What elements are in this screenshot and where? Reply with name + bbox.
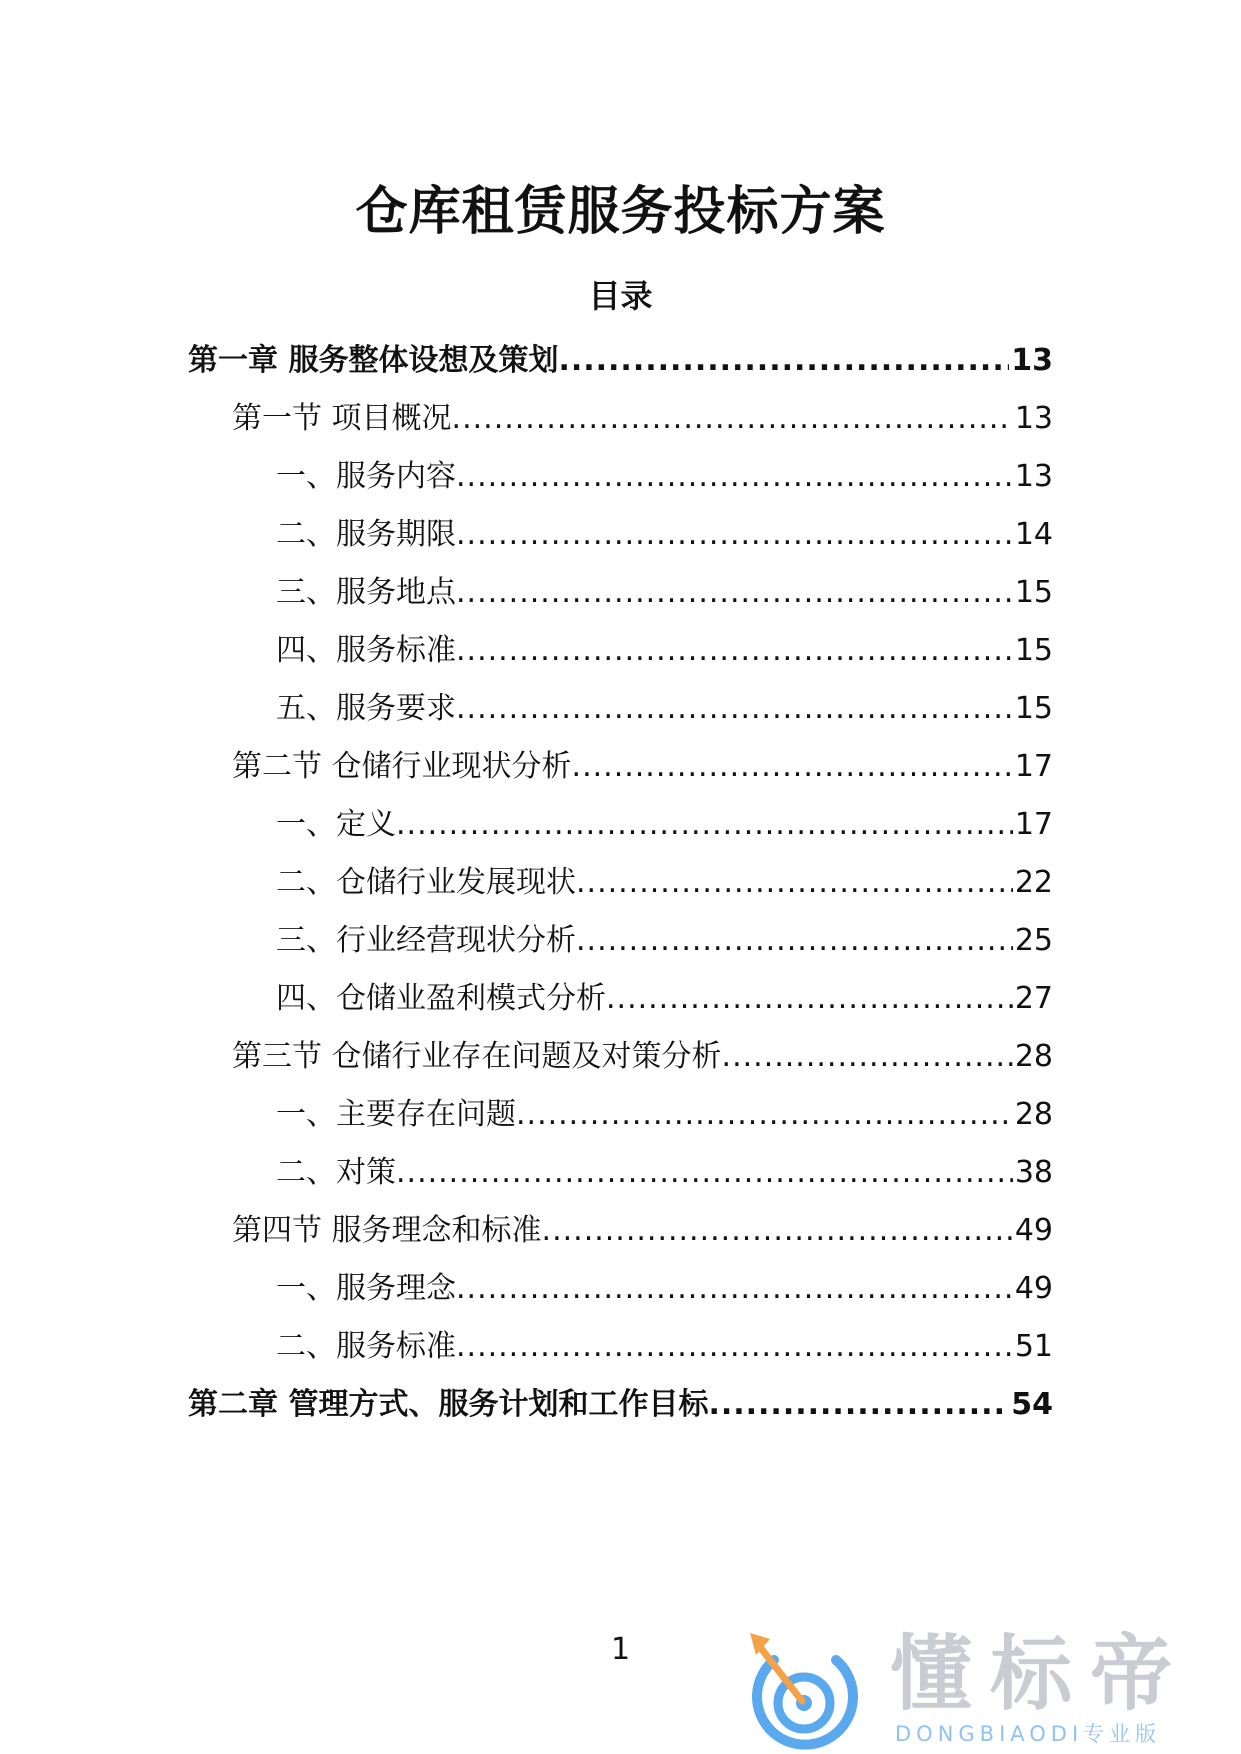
toc-dot-leader <box>576 916 1013 966</box>
toc-entry-text: 五、服务要求 <box>276 691 456 726</box>
toc-page-number: 28 <box>1014 1039 1053 1074</box>
toc-entry-item[interactable] <box>276 1264 1053 1314</box>
toc-dot-leader <box>516 1090 1013 1140</box>
toc-dot-leader <box>576 858 1013 908</box>
toc-entry-chapter-2[interactable] <box>188 1380 1053 1430</box>
toc-entry-chapter-1[interactable] <box>188 336 1053 386</box>
toc-dot-leader <box>542 1206 1013 1256</box>
toc-page-number: 38 <box>1014 1155 1053 1190</box>
toc-dot-leader <box>396 800 1013 850</box>
toc-entry-text: 一、定义 <box>276 807 396 842</box>
toc-entry-section-1-2[interactable] <box>232 742 1053 792</box>
toc-entry-item[interactable] <box>276 800 1053 850</box>
document-title: 仓库租赁服务投标方案 <box>355 182 886 242</box>
toc-page-number: 15 <box>1014 691 1053 726</box>
watermark <box>740 1625 1220 1750</box>
toc-entry-item[interactable] <box>276 916 1053 966</box>
toc-entry-text: 二、服务期限 <box>276 517 456 552</box>
toc-page-number: 13 <box>1014 459 1053 494</box>
toc-dot-leader <box>456 1264 1013 1314</box>
toc-heading: 目录 <box>588 277 653 315</box>
toc-page-number: 49 <box>1014 1213 1053 1248</box>
toc-dot-leader <box>456 684 1013 734</box>
toc-page-number: 22 <box>1014 865 1053 900</box>
toc-dot-leader <box>606 974 1013 1024</box>
toc-page-number: 25 <box>1014 923 1053 958</box>
toc-entry-section-1-4[interactable] <box>232 1206 1053 1256</box>
toc-dot-leader <box>456 626 1013 676</box>
toc-entry-text: 第四节 服务理念和标准 <box>232 1213 542 1248</box>
toc-entry-item[interactable] <box>276 568 1053 618</box>
toc-entry-text: 第三节 仓储行业存在问题及对策分析 <box>232 1039 722 1074</box>
toc-dot-leader <box>452 394 1013 444</box>
page-number: 1 <box>610 1632 631 1667</box>
toc-dot-leader <box>456 568 1013 618</box>
toc-dot-leader <box>396 1148 1013 1198</box>
toc-entry-item[interactable] <box>276 626 1053 676</box>
toc-page-number: 54 <box>1011 1387 1053 1422</box>
toc-entry-item[interactable] <box>276 1148 1053 1198</box>
toc-page-number: 13 <box>1014 401 1053 436</box>
watermark-subtitle: DONGBIAODI专业版 <box>895 1722 1162 1746</box>
toc-dot-leader <box>456 452 1013 502</box>
toc-entry-text: 三、行业经营现状分析 <box>276 923 576 958</box>
toc-dot-leader <box>708 1380 1009 1430</box>
target-dart-logo-icon <box>744 1625 864 1750</box>
toc-page-number: 15 <box>1014 633 1053 668</box>
toc-entry-text: 四、服务标准 <box>276 633 456 668</box>
toc-entry-text: 三、服务地点 <box>276 575 456 610</box>
toc-page-number: 15 <box>1014 575 1053 610</box>
toc-page-number: 27 <box>1014 981 1053 1016</box>
toc-page-number: 17 <box>1014 749 1053 784</box>
toc-entry-section-1-3[interactable] <box>232 1032 1053 1082</box>
toc-entry-text: 第一章 服务整体设想及策划 <box>188 343 559 378</box>
toc-entry-text: 一、主要存在问题 <box>276 1097 516 1132</box>
toc-entry-item[interactable] <box>276 1322 1053 1372</box>
toc-page-number: 14 <box>1014 517 1053 552</box>
toc-dot-leader <box>572 742 1013 792</box>
toc-entry-text: 一、服务理念 <box>276 1271 456 1306</box>
toc-entry-text: 二、仓储行业发展现状 <box>276 865 576 900</box>
toc-entry-item[interactable] <box>276 510 1053 560</box>
toc-page-number: 13 <box>1011 343 1053 378</box>
toc-entry-item[interactable] <box>276 858 1053 908</box>
toc-entry-text: 四、仓储业盈利模式分析 <box>276 981 606 1016</box>
toc-entry-item[interactable] <box>276 974 1053 1024</box>
toc-page-number: 51 <box>1014 1329 1053 1364</box>
toc-entry-text: 二、服务标准 <box>276 1329 456 1364</box>
watermark-brand: 懂标帝 <box>890 1627 1191 1722</box>
toc-dot-leader <box>722 1032 1013 1082</box>
toc-page-number: 28 <box>1014 1097 1053 1132</box>
toc-entry-item[interactable] <box>276 452 1053 502</box>
toc-entry-text: 第二节 仓储行业现状分析 <box>232 749 572 784</box>
toc-entry-item[interactable] <box>276 1090 1053 1140</box>
toc-page-number: 17 <box>1014 807 1053 842</box>
toc-entry-text: 二、对策 <box>276 1155 396 1190</box>
toc-dot-leader <box>558 336 1009 386</box>
toc-entry-text: 一、服务内容 <box>276 459 456 494</box>
toc-entry-item[interactable] <box>276 684 1053 734</box>
toc-entry-text: 第二章 管理方式、服务计划和工作目标 <box>188 1387 709 1422</box>
toc-dot-leader <box>456 1322 1013 1372</box>
toc-dot-leader <box>456 510 1013 560</box>
toc-entry-text: 第一节 项目概况 <box>232 401 452 436</box>
toc-entry-section-1-1[interactable] <box>232 394 1053 444</box>
toc-page-number: 49 <box>1014 1271 1053 1306</box>
